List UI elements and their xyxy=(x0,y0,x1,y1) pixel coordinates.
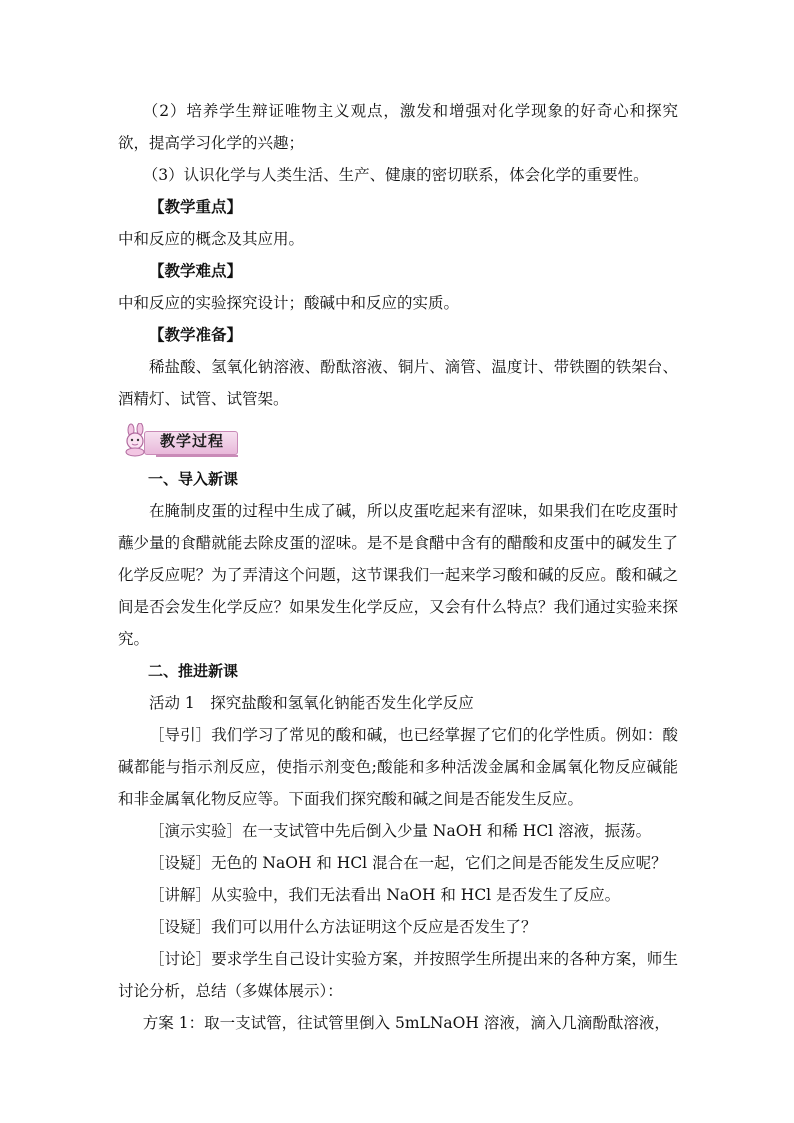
goal-2-paragraph: （2）培养学生辩证唯物主义观点，激发和增强对化学现象的好奇心和探究欲，提高学习化学的兴趣； xyxy=(118,102,678,152)
plan-1-paragraph: 方案 1：取一支试管，往试管里倒入 5mLNaOH 溶液，滴入几滴酚酞溶液， xyxy=(142,1014,670,1032)
section-2-heading: 二、推进新课 xyxy=(148,662,239,680)
teaching-difficulty-text: 中和反应的实验探究设计；酸碱中和反应的实质。 xyxy=(118,294,460,312)
section-1-text: 在腌制皮蛋的过程中生成了碱，所以皮蛋吃起来有涩味，如果我们在吃皮蛋时蘸少量的食醋就能去除皮蛋的涩味。是不是食醋中含有的醋酸和皮蛋中的碱发生了化学反应呢？为了弄清这个问题，这节课我们一起来学习酸和碱的反应。酸和碱之间是否会发生化学反应？如果发生化学反应，又会有什么特点？我们通过实验来探究。 xyxy=(118,502,678,648)
activity-1-title: 活动 1 探究盐酸和氢氧化钠能否发生化学反应 xyxy=(149,694,474,712)
teaching-focus-title: 【教学重点】 xyxy=(149,198,243,216)
question-2-paragraph: ［设疑］我们可以用什么方法证明这个反应是否发生了？ xyxy=(149,918,537,936)
section-1-heading: 一、导入新课 xyxy=(148,470,239,488)
bunny-mascot-icon xyxy=(120,423,156,457)
teaching-difficulty-title: 【教学难点】 xyxy=(149,262,243,280)
guide-paragraph: ［导引］我们学习了常见的酸和碱，也已经掌握了它们的化学性质。例如：酸碱都能与指示剂反应，使指示剂变色;酸能和多种活泼金属和金属氧化物反应碱能和非金属氧化物反应等。下面我们探究酸和碱之间是否能发生反应。 xyxy=(118,726,678,808)
goal-3-paragraph: （3）认识化学与人类生活、生产、健康的密切联系，体会化学的重要性。 xyxy=(142,166,649,184)
teaching-preparation-text: 稀盐酸、氢氧化钠溶液、酚酞溶液、铜片、滴管、温度计、带铁圈的铁架台、酒精灯、试管、试管架。 xyxy=(118,358,678,408)
discuss-paragraph: ［讨论］要求学生自己设计实验方案，并按照学生所提出来的各种方案，师生讨论分析，总结（多媒体展示）： xyxy=(118,950,678,1000)
explain-paragraph: ［讲解］从实验中，我们无法看出 NaOH 和 HCl 是否发生了反应。 xyxy=(149,886,621,904)
demo-paragraph: ［演示实验］在一支试管中先后倒入少量 NaOH 和稀 HCl 溶液，振荡。 xyxy=(149,822,652,840)
teaching-focus-text: 中和反应的概念及其应用。 xyxy=(118,230,305,248)
question-1-paragraph: ［设疑］无色的 NaOH 和 HCl 混合在一起，它们之间是否能发生反应呢？ xyxy=(149,854,667,872)
teaching-preparation-title: 【教学准备】 xyxy=(149,326,243,344)
banner-label: 教学过程 xyxy=(160,432,225,450)
teaching-process-banner xyxy=(118,421,678,461)
document-body xyxy=(118,95,678,1039)
